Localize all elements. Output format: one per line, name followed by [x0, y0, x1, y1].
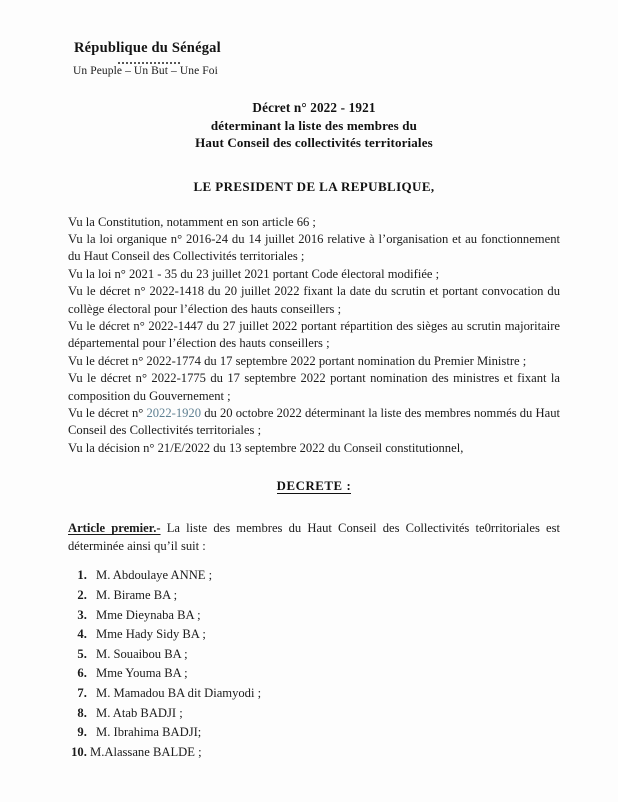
- republic-title: République du Sénégal: [74, 40, 221, 56]
- list-item: 8. M. Atab BADJI ;: [90, 704, 560, 724]
- list-item: 1. M. Abdoulaye ANNE ;: [90, 566, 560, 586]
- president-heading: LE PRESIDENT DE LA REPUBLIQUE,: [193, 178, 435, 194]
- vu-clause-with-link: [68, 405, 560, 440]
- decree-subtitle-1: déterminant la liste des membres du: [210, 117, 418, 133]
- vu-clause: Vu le décret n° 2022-1447 du 27 juillet 2022 portant répartition des sièges au scrutin majoritaire départemental pour l’élection des hauts conseillers ;: [68, 318, 560, 351]
- decrete-heading: [68, 479, 560, 494]
- article-label: Article premier.-: [68, 521, 161, 536]
- vu-clauses-block: [68, 214, 560, 458]
- vu-link-suffix: du 20 octobre 2022 déterminant la liste des membres nommés du Haut Conseil des Collectivités territoriales ;: [68, 405, 560, 438]
- decree-number: Décret n° 2022 - 1921: [252, 100, 376, 115]
- list-item: 7. M. Mamadou BA dit Diamyodi ;: [90, 684, 560, 704]
- decree-title: [68, 99, 560, 152]
- list-item: 2. M. Birame BA ;: [90, 586, 560, 606]
- vu-clause: Vu la loi organique n° 2016-24 du 14 juillet 2016 relative à l’organisation et au fonctionnement du Haut Conseil des Collectivités territoriales ;: [68, 231, 560, 264]
- vu-clause: Vu le décret n° 2022-1775 du 17 septembre 2022 portant nomination des ministres et fixant la composition du Gouvernement ;: [68, 371, 560, 403]
- list-item: 10. M.Alassane BALDE ;: [90, 743, 560, 763]
- members-list: [68, 566, 560, 762]
- document-content: [68, 40, 560, 762]
- decree-subtitle-2: Haut Conseil des collectivités territoriales: [195, 135, 433, 150]
- vu-link-prefix: Vu le décret n°: [68, 405, 147, 420]
- vu-clause: Vu le décret n° 2022-1418 du 20 juillet 2022 fixant la date du scrutin et portant convocation du collège électoral pour l’élection des hauts conseillers ;: [68, 284, 560, 316]
- list-item: 6. Mme Youma BA ;: [90, 664, 560, 684]
- national-motto: Un Peuple – Un But – Une Foi: [73, 65, 218, 77]
- list-item: 4. Mme Hady Sidy BA ;: [90, 625, 560, 645]
- decrete-heading-text: DECRETE :: [276, 479, 352, 494]
- letterhead: [68, 40, 560, 77]
- decree-reference-link[interactable]: 2022-1920: [146, 405, 202, 420]
- article-text: La liste des membres du Haut Conseil des Collectivités te0rritoriales est déterminée ainsi qu’il suit :: [68, 521, 561, 553]
- vu-clause: Vu la loi n° 2021 - 35 du 23 juillet 2021 portant Code électoral modifiée ;: [68, 266, 440, 281]
- vu-clause: Vu le décret n° 2022-1774 du 17 septembre 2022 portant nomination du Premier Ministre ;: [68, 353, 527, 368]
- vu-clause: Vu la Constitution, notamment en son article 66 ;: [68, 214, 316, 229]
- list-item: 9. M. Ibrahima BADJI;: [90, 723, 560, 743]
- article-premier: [68, 520, 560, 555]
- list-item: 3. Mme Dieynaba BA ;: [90, 606, 560, 626]
- vu-clause: Vu la décision n° 21/E/2022 du 13 septembre 2022 du Conseil constitutionnel,: [68, 440, 464, 455]
- dotted-rule-icon: [118, 59, 180, 64]
- list-item: 5. M. Souaibou BA ;: [90, 645, 560, 665]
